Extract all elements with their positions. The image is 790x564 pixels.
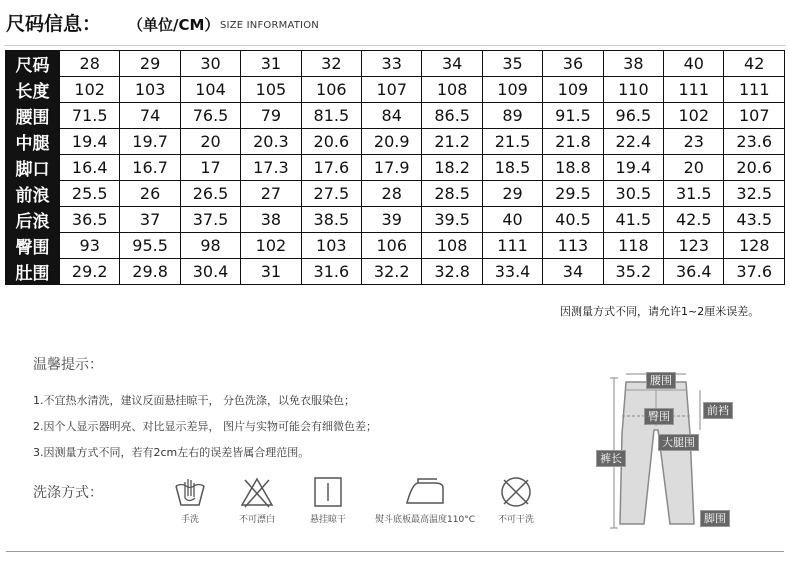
wash-iron: [360, 474, 490, 525]
row-header: 臀围: [6, 233, 60, 259]
tip-item: 2.因个人显示器明亮、对比显示差异， 图片与实物可能会有细微色差；: [33, 420, 377, 433]
table-cell: 40: [482, 207, 542, 233]
table-cell: 110: [603, 77, 663, 103]
table-cell: 29.5: [543, 181, 603, 207]
table-cell: 32: [301, 51, 361, 77]
table-cell: 42.5: [664, 207, 724, 233]
wash-label: 悬挂晾干: [309, 515, 346, 525]
table-cell: 20.6: [724, 155, 785, 181]
row-header: 脚口: [6, 155, 60, 181]
table-cell: 113: [543, 233, 603, 259]
table-cell: 123: [664, 233, 724, 259]
table-cell: 35: [482, 51, 542, 77]
table-cell: 25.5: [60, 181, 120, 207]
header-english: SIZE INFORMATION: [220, 20, 319, 31]
hand-wash-icon: [172, 474, 208, 510]
table-cell: 111: [664, 77, 724, 103]
label-front-rise: 前裆: [703, 402, 733, 419]
table-row: [6, 181, 785, 207]
no-dry-clean-icon: [498, 474, 534, 510]
wash-no-dry-clean: [492, 474, 540, 525]
table-cell: 36.4: [664, 259, 724, 285]
table-cell: 43.5: [724, 207, 785, 233]
table-cell: 105: [241, 77, 301, 103]
table-cell: 104: [180, 77, 240, 103]
label-length: 裤长: [596, 450, 626, 467]
table-cell: 103: [120, 77, 180, 103]
table-row: [6, 77, 785, 103]
measurement-note: 因测量方式不同，请允许1~2厘米误差。: [560, 305, 760, 318]
table-cell: 111: [724, 77, 785, 103]
table-cell: 102: [241, 233, 301, 259]
hang-dry-icon: [310, 474, 346, 510]
table-cell: 37.6: [724, 259, 785, 285]
table-cell: 109: [482, 77, 542, 103]
size-table: [5, 50, 785, 285]
table-cell: 89: [482, 103, 542, 129]
tip-item: 1.不宜热水清洗，建议反面悬挂晾干， 分色洗涤，以免衣服染色；: [33, 394, 355, 407]
header-unit: （单位/CM）: [128, 16, 220, 34]
table-cell: 19.4: [60, 129, 120, 155]
table-cell: 16.7: [120, 155, 180, 181]
table-cell: 31: [241, 259, 301, 285]
table-cell: 20: [180, 129, 240, 155]
table-cell: 37.5: [180, 207, 240, 233]
table-cell: 84: [362, 103, 422, 129]
table-cell: 31.6: [301, 259, 361, 285]
table-cell: 76.5: [180, 103, 240, 129]
table-cell: 107: [724, 103, 785, 129]
table-cell: 34: [543, 259, 603, 285]
table-cell: 96.5: [603, 103, 663, 129]
table-cell: 40.5: [543, 207, 603, 233]
table-cell: 16.4: [60, 155, 120, 181]
tips-title: 温馨提示：: [33, 357, 103, 373]
bottom-divider: [6, 551, 784, 552]
table-cell: 29: [120, 51, 180, 77]
table-cell: 18.8: [543, 155, 603, 181]
table-cell: 21.2: [422, 129, 482, 155]
wash-hand: [168, 474, 212, 525]
table-cell: 36: [543, 51, 603, 77]
header-title: 尺码信息：: [6, 13, 102, 35]
washing-title: 洗涤方式：: [33, 485, 103, 501]
table-cell: 111: [482, 233, 542, 259]
table-cell: 33.4: [482, 259, 542, 285]
table-cell: 33: [362, 51, 422, 77]
table-cell: 38: [603, 51, 663, 77]
table-cell: 79: [241, 103, 301, 129]
table-cell: 128: [724, 233, 785, 259]
table-cell: 109: [543, 77, 603, 103]
row-header: 长度: [6, 77, 60, 103]
table-cell: 42: [724, 51, 785, 77]
table-cell: 21.8: [543, 129, 603, 155]
row-header: 前浪: [6, 181, 60, 207]
table-cell: 18.2: [422, 155, 482, 181]
wash-label: 不可干洗: [497, 515, 534, 525]
wash-no-bleach: [232, 474, 282, 525]
table-cell: 108: [422, 77, 482, 103]
table-row: [6, 103, 785, 129]
table-cell: 20.3: [241, 129, 301, 155]
table-cell: 91.5: [543, 103, 603, 129]
table-cell: 17: [180, 155, 240, 181]
table-cell: 32.2: [362, 259, 422, 285]
row-header: 尺码: [6, 51, 60, 77]
table-cell: 35.2: [603, 259, 663, 285]
table-cell: 31.5: [664, 181, 724, 207]
table-cell: 98: [180, 233, 240, 259]
table-cell: 81.5: [301, 103, 361, 129]
table-cell: 107: [362, 77, 422, 103]
table-cell: 29.2: [60, 259, 120, 285]
size-info-header: [0, 0, 790, 46]
table-cell: 30.5: [603, 181, 663, 207]
label-leg-opening: 脚围: [700, 510, 730, 527]
table-cell: 18.5: [482, 155, 542, 181]
table-cell: 37: [120, 207, 180, 233]
table-row: [6, 129, 785, 155]
table-cell: 93: [60, 233, 120, 259]
no-bleach-icon: [239, 474, 275, 510]
row-header: 肚围: [6, 259, 60, 285]
table-cell: 103: [301, 233, 361, 259]
table-cell: 17.6: [301, 155, 361, 181]
row-header: 腰围: [6, 103, 60, 129]
tip-item: 3.因测量方式不同，若有2cm左右的误差皆属合理范围。: [33, 446, 310, 459]
table-cell: 32.8: [422, 259, 482, 285]
table-cell: 102: [60, 77, 120, 103]
table-cell: 32.5: [724, 181, 785, 207]
table-cell: 20: [664, 155, 724, 181]
iron-icon: [401, 474, 449, 510]
table-cell: 30: [180, 51, 240, 77]
table-row: [6, 207, 785, 233]
table-cell: 17.9: [362, 155, 422, 181]
table-cell: 74: [120, 103, 180, 129]
wash-label: 熨斗底板最高温度110°C: [375, 515, 475, 525]
table-cell: 86.5: [422, 103, 482, 129]
table-cell: 29: [482, 181, 542, 207]
pants-measurement-diagram: [584, 364, 744, 536]
table-cell: 28.5: [422, 181, 482, 207]
header-divider: [4, 45, 786, 46]
table-cell: 23.6: [724, 129, 785, 155]
table-cell: 26.5: [180, 181, 240, 207]
table-cell: 22.4: [603, 129, 663, 155]
label-waist: 腰围: [646, 372, 676, 389]
table-cell: 26: [120, 181, 180, 207]
table-cell: 108: [422, 233, 482, 259]
table-cell: 28: [60, 51, 120, 77]
wash-hang-dry: [303, 474, 353, 525]
wash-label: 手洗: [180, 515, 199, 525]
table-cell: 39: [362, 207, 422, 233]
table-cell: 20.9: [362, 129, 422, 155]
table-cell: 106: [301, 77, 361, 103]
wash-label: 不可漂白: [238, 515, 275, 525]
table-cell: 23: [664, 129, 724, 155]
table-cell: 19.4: [603, 155, 663, 181]
label-thigh: 大腿围: [658, 434, 699, 451]
table-row: [6, 51, 785, 77]
table-row: [6, 233, 785, 259]
table-cell: 38: [241, 207, 301, 233]
table-cell: 29.8: [120, 259, 180, 285]
table-cell: 31: [241, 51, 301, 77]
table-cell: 41.5: [603, 207, 663, 233]
table-cell: 34: [422, 51, 482, 77]
table-cell: 28: [362, 181, 422, 207]
table-cell: 102: [664, 103, 724, 129]
table-cell: 38.5: [301, 207, 361, 233]
table-cell: 19.7: [120, 129, 180, 155]
table-cell: 20.6: [301, 129, 361, 155]
table-cell: 17.3: [241, 155, 301, 181]
table-cell: 30.4: [180, 259, 240, 285]
table-cell: 95.5: [120, 233, 180, 259]
table-cell: 27: [241, 181, 301, 207]
row-header: 中腿: [6, 129, 60, 155]
table-cell: 21.5: [482, 129, 542, 155]
row-header: 后浪: [6, 207, 60, 233]
table-cell: 40: [664, 51, 724, 77]
table-cell: 39.5: [422, 207, 482, 233]
table-cell: 71.5: [60, 103, 120, 129]
table-cell: 106: [362, 233, 422, 259]
table-cell: 36.5: [60, 207, 120, 233]
table-cell: 27.5: [301, 181, 361, 207]
table-cell: 118: [603, 233, 663, 259]
label-hip: 臀围: [644, 408, 674, 425]
table-row: [6, 155, 785, 181]
table-row: [6, 259, 785, 285]
